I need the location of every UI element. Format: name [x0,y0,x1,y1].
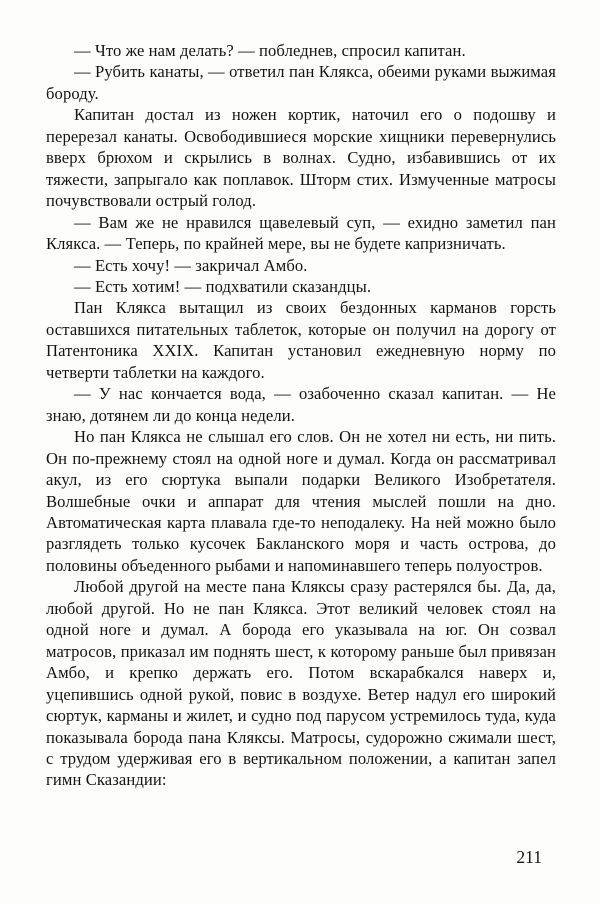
paragraph: — У нас кончается вода, — озабоченно сказал капитан. — Не знаю, дотянем ли до конца недели. [46,384,556,425]
paragraph: — Есть хотим! — подхватили сказандцы. [74,276,372,296]
paragraph: — Вам же не нравился щавелевый суп, — ехидно заметил пан Клякса. — Теперь, по крайней мере, вы не будете капризничать. [46,212,556,254]
paragraph: Пан Клякса вытащил из своих бездонных карманов горсть оставшихся питательных таблеток, которые он получил на дорогу от Патентоника XXIX. Капитан установил ежедневную норму по четверти таблетки на каждого. [46,298,556,382]
paragraph: Капитан достал из ножен кортик, наточил его о подошву и перерезал канаты. Освободившиеся морские хищники перевернулись вверх брюхом и скрылись в волнах. Судно, избавившись от их тяжести, запрыгало как поплавок. Шторм стих. Измученные матросы почувствовали острый голод. [46,105,556,211]
paragraphs [46,40,556,791]
page-number: 211 [516,847,542,867]
paragraph: Любой другой на месте пана Кляксы сразу растерялся бы. Да, да, любой другой. Но не пан Клякса. Этот великий человек стоял на одной ноге и думал. А борода его указывала на юг. Он созвал матросов, приказал им поднять шест, к которому раньше был привязан Амбо, и крепко держать его. Потом вскарабкался наверх и, уцепившись одной рукой, повис в воздухе. Ветер надул его широкий сюртук, карманы и жилет, и судно под парусом устремилось туда, куда показывала борода пана Кляксы. Матросы, судорожно сжимали шест, с трудом удерживая его в вертикальном положении, а капитан запел гимн Сказандии: [46,577,556,790]
paragraph: — Рубить канаты, — ответил пан Клякса, обеими руками выжимая бороду. [46,62,556,103]
paragraph: Но пан Клякса не слышал его слов. Он не хотел ни есть, ни пить. Он по-прежнему стоял на одной ноге и думал. Когда он рассматривал акул, из его сюртука выпали подарки Великого Изобретателя. Волшебные очки и аппарат для чтения мыслей пошли на дно. Автоматическая карта плавала где-то неподалеку. На ней можно было разглядеть только кусочек Бакланского моря и часть острова, до половины объеденного рыбами и напоминавшего теперь полуостров. [46,427,556,575]
paragraph: — Есть хочу! — закричал Амбо. [74,255,308,275]
paragraph: — Что же нам делать? — побледнев, спросил капитан. [74,41,466,60]
